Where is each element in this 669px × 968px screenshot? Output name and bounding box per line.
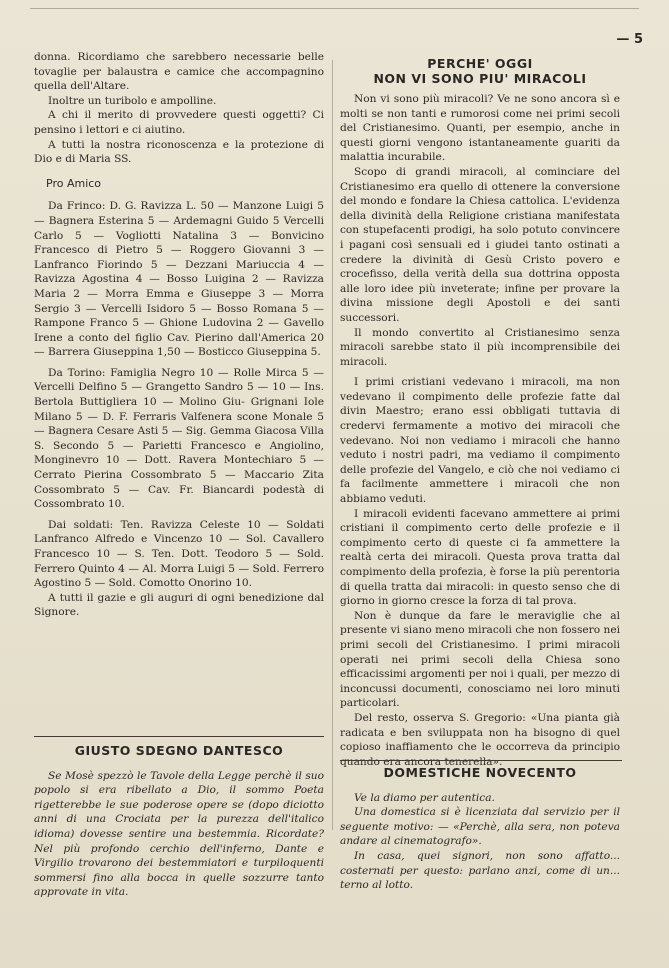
donation-paragraph: Da Torino: Famiglia Negro 10 — Rolle Mirca 5 — Vercelli Delfino 5 — Grangetto Sandro 5 — 10 — Ins. Bertola Buttigliera 10 — Molino Giu- Grignani Iole Milano 5 — D. F. Ferraris Valfenera scone Monale 5 — Bagnera Cesare Asti 5 — Sig. Gemma Giacosa Villa S. Secondo 5 — Parietti Francesco e Angiolino, Monginevro 10 — Dott. Ravera Montechiaro 5 — Cerrato Pierina Cossombrato 5 — Maccario Zita Cossombrato 5 — Cav. Fr. Biancardi podestà di Cossombrato 10. — [34, 366, 324, 511]
section-rule — [340, 760, 622, 761]
article-paragraph: Scopo di grandi miracoli, al cominciare del Cristianesimo era quello di ottenere la conversione del mondo e fondare la Chiesa cattolica. L'evidenza della divinità della Religione cristiana manifestata con stupefacenti prodigi, ha solo potuto convincere i pagani così sensuali ed i giudei tanto ostinati a credere la divinità di Gesù Cristo povero e crocefisso, della verità della sua dottrina opposta alle loro idee più inveterate; infine per provare la divina missione degli Apostoli e dei santi successori. — [340, 165, 620, 324]
donation-paragraph: Da Frinco: D. G. Ravizza L. 50 — Manzone Luigi 5 — Bagnera Esterina 5 — Ardemagni Guido 5 Vercelli Carlo 5 — Vogliotti Natalina 3 — Bonvicino Francesco di Pietro 5 — Roggero Giovanni 3 — Lanfranco Fiorindo 5 — Dezzani Mariuccia 4 — Ravizza Agostina 4 — Bosso Luigina 2 — Ravizza Maria 2 — Morra Emma e Giuseppe 3 — Morra Sergio 3 — Vercelli Isidoro 5 — Bosso Romana 5 — Rampone Franco 5 — Ghione Ludovina 2 — Gavello Irene a conto del figlio Cav. Pierino dall'America 20 — Barrera Giuseppina 1,50 — Bosticco Giuseppina 5. — [34, 200, 324, 359]
domestiche-title: DOMESTICHE NOVECENTO — [383, 765, 577, 780]
article-paragraph: Del resto, osserva S. Gregorio: «Una pianta già radicata e ben sviluppata non ha bisogno di quel copioso inaffiamento che le occorreva da principio quando era ancora tenerella». — [340, 711, 620, 768]
donation-paragraph: Dai soldati: Ten. Ravizza Celeste 10 — Soldati Lanfranco Alfredo e Vincenzo 10 — Sol. Cavallero Francesco 10 — S. Ten. Dott. Teodoro 5 — Sold. Ferrero Quinto 4 — Al. Morra Luigi 5 — Sold. Ferrero Agostino 5 — Sold. Comotto Onorino 10. — [34, 518, 324, 590]
article-paragraph: Il mondo convertito al Cristianesimo senza miracoli sarebbe stato il più incomprensibile dei miracoli. — [340, 326, 620, 368]
domestiche-line: Una domestica si è licenziata dal servizio per il seguente motivo: — «Perchè, alla sera, non poteva andare al cinematografo». — [340, 806, 620, 848]
article-headline — [340, 56, 620, 86]
intro-paragraph: A tutti la nostra riconoscenza e la protezione di Dio e di Maria SS. — [34, 138, 324, 166]
headline-line: NON VI SONO PIU' MIRACOLI — [373, 71, 587, 86]
giusto-sdegno-text: Se Mosè spezzò le Tavole della Legge perchè il suo popolo si era ribellato a Dio, il sommo Poeta rigetterebbe le sue poderose opere se (dopo diciotto anni di una Crociata per la purezza dell'italico idioma) dovesse sentire una bestemmia. Ricordate? Nel più profondo cerchio dell'inferno, Dante e Virgilio trovarono dei bestemmiatori e turpiloquenti sommersi fino alla bocca in quelle sozzurre tanto approvate in vita. — [34, 769, 324, 899]
headline-line: PERCHE' OGGI — [427, 56, 533, 71]
top-rule — [30, 8, 639, 9]
page-number: — 5 — [616, 32, 643, 47]
intro-paragraph: A chi il merito di provvedere questi oggetti? Ci pensino i lettori e ci aiutino. — [34, 109, 324, 136]
pro-amico-title: Pro Amico — [46, 176, 102, 190]
intro-paragraph: Inoltre un turibolo e ampolline. — [48, 94, 217, 107]
section-rule — [34, 736, 324, 737]
article-paragraph: Non è dunque da fare le meraviglie che al presente vi siano meno miracoli che non fossero nei primi secoli del Cristianesimo. I primi miracoli operati nei primi secoli della Chiesa sono efficacissimi argomenti per noi i quali, per mezzo di inconcussi documenti, conosciamo nei loro minuti particolari. — [340, 609, 620, 710]
article-paragraph: I miracoli evidenti facevano ammettere ai primi cristiani il compimento certo delle profezie e il compimento certo di queste ci fa ammettere la realtà certa dei miracoli. Questa prova tratta dal compimento della profezia, è forse la più perentoria di quella tratta dai miracoli: in questo senso che di giorno in giorno cresce la forza di tal prova. — [340, 507, 620, 608]
domestiche-line: In casa, quei signori, non sono affatto... costernati per questo: parlano anzi, come di un... terno al lotto. — [340, 849, 620, 892]
domestiche-box — [340, 762, 620, 893]
domestiche-line: Ve la diamo per autentica. — [354, 791, 495, 804]
giusto-sdegno-title: GIUSTO SDEGNO DANTESCO — [74, 743, 284, 758]
column-divider — [332, 60, 333, 830]
donation-paragraph: A tutti il gazie e gli auguri di ogni benedizione dal Signore. — [34, 591, 324, 619]
article-paragraph: Non vi sono più miracoli? Ve ne sono ancora sì e molti se non tanti e rumorosi come nei primi secoli del Cristianesimo. Quanti, per esempio, anche in questi giorni vengono istantaneamente guariti da malattia incurabile. — [340, 93, 620, 164]
intro-paragraph: donna. Ricordiamo che sarebbero necessarie belle tovaglie per balaustra e camice che accompagnino quella dell'Altare. — [34, 51, 324, 93]
giusto-sdegno-box — [34, 740, 324, 900]
article-paragraph: I primi cristiani vedevano i miracoli, ma non vedevano il compimento delle profezie fatte dal divin Maestro; erano essi obbligati tuttavia di credervi fermamente a motivo dei miracoli che vedevano. Noi non vediamo i miracoli che hanno veduto i nostri padri, ma vediamo il compimento delle profezie del Vangelo, e ciò che noi vediamo ci fa facilmente ammettere i miracoli che non abbiamo veduti. — [340, 376, 620, 506]
right-column — [340, 50, 620, 769]
left-column — [34, 50, 324, 620]
